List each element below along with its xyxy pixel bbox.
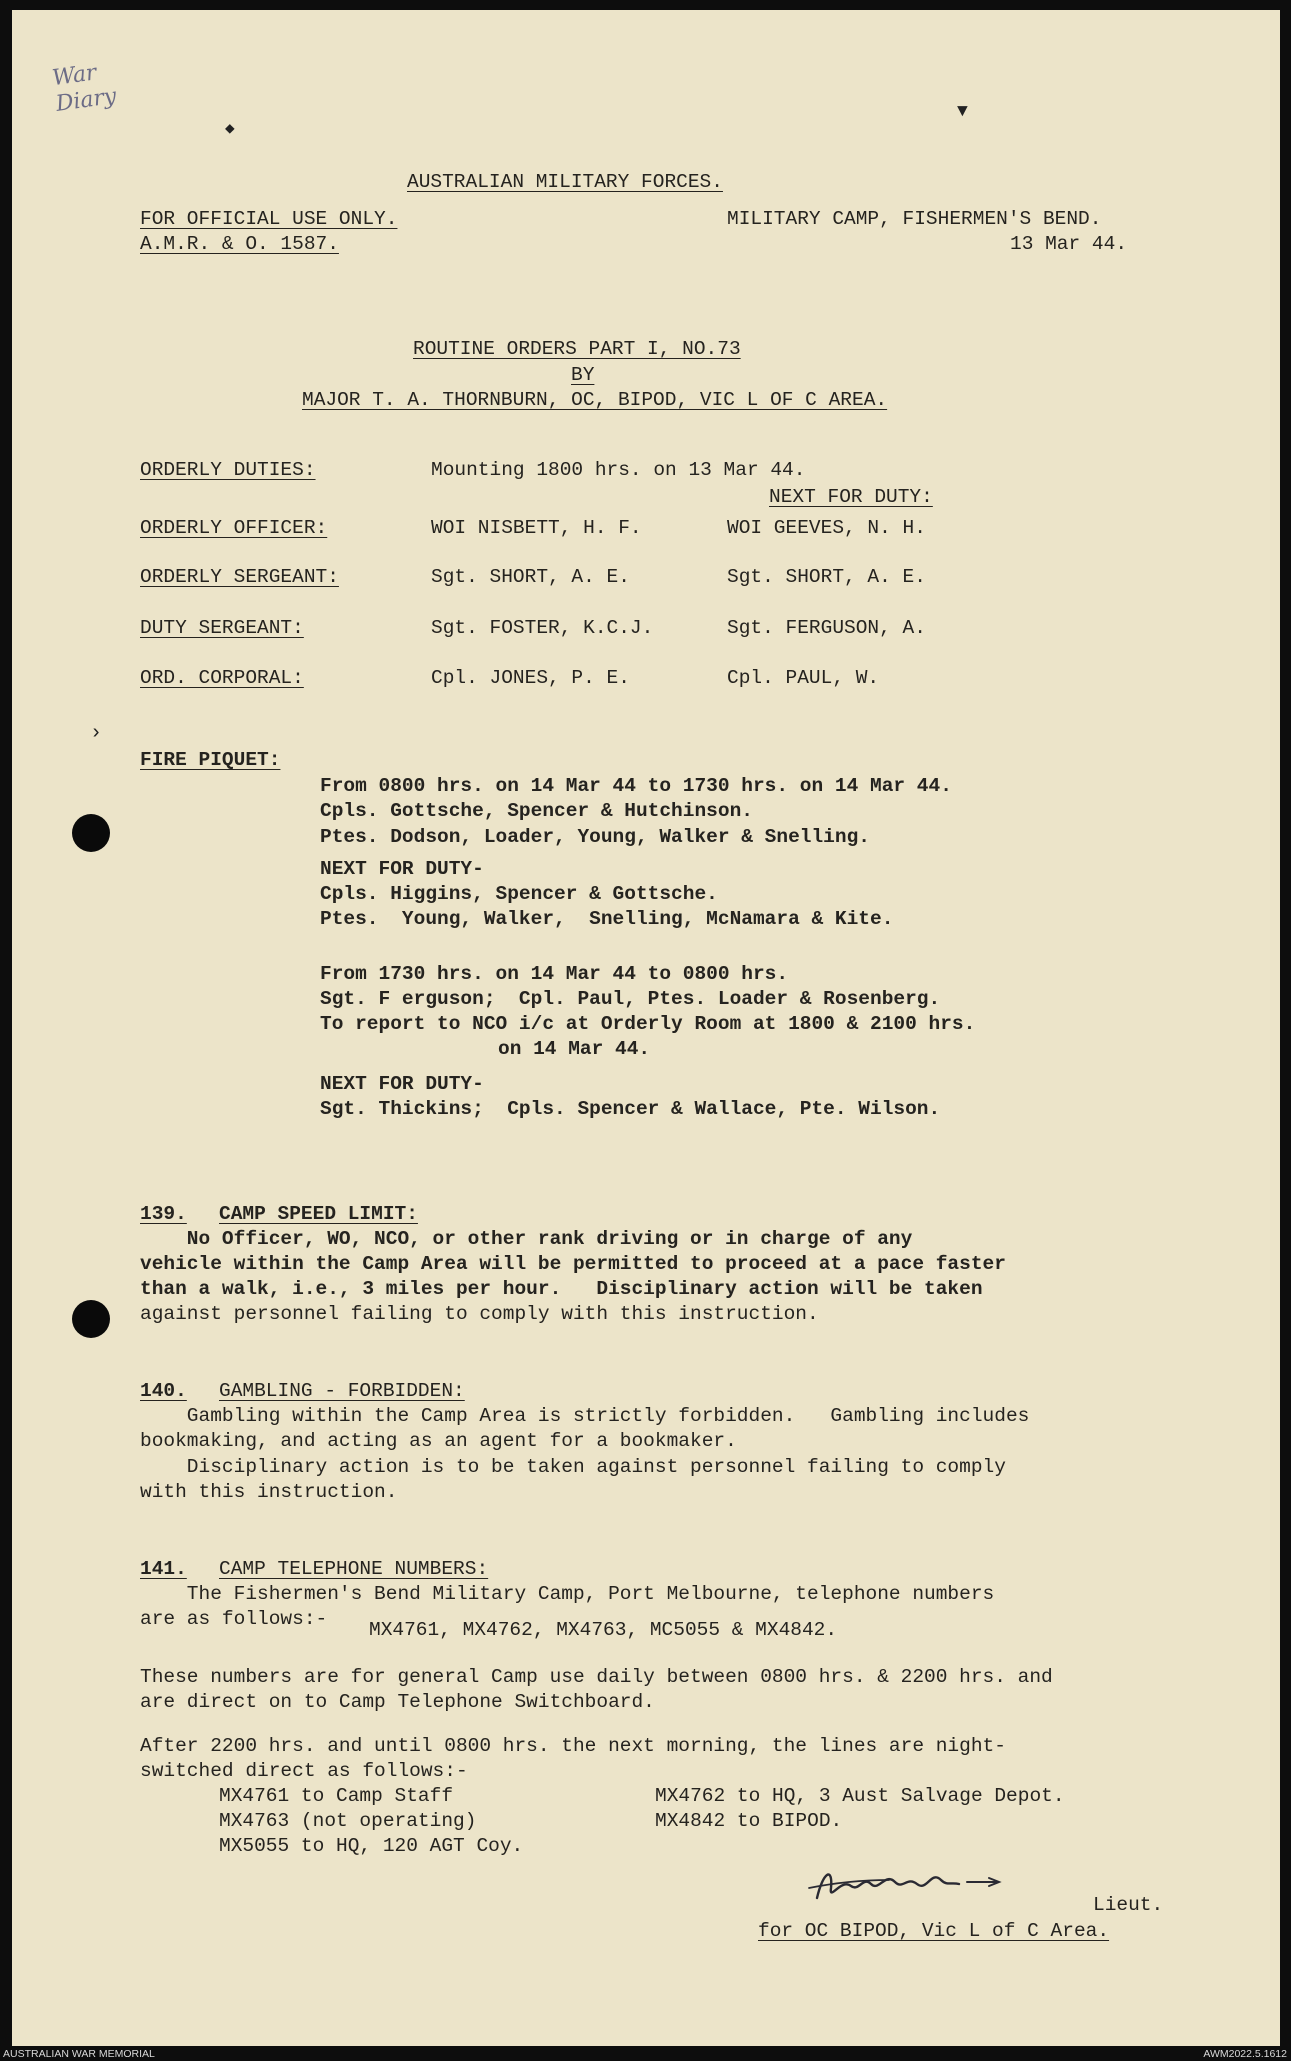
telephone-numbers: MX4761, MX4762, MX4763, MC5055 & MX4842. xyxy=(369,1619,838,1641)
fire-piquet-night-personnel: Sgt. F erguson; Cpl. Paul, Ptes. Loader & Rosenberg. xyxy=(320,988,941,1010)
document-page xyxy=(12,10,1280,2046)
fire-piquet-next2-personnel: Sgt. Thickins; Cpls. Spencer & Wallace, Pte. Wilson. xyxy=(320,1098,941,1120)
fire-piquet-next-label: NEXT FOR DUTY- xyxy=(320,858,484,880)
order-line: are direct on to Camp Telephone Switchboard. xyxy=(140,1691,655,1713)
duty-current: Cpl. JONES, P. E. xyxy=(431,667,630,689)
duty-next: Cpl. PAUL, W. xyxy=(727,667,880,689)
document-date: 13 Mar 44. xyxy=(1010,233,1128,255)
fire-piquet-night-report-date: on 14 Mar 44. xyxy=(498,1038,651,1060)
order-line: against personnel failing to comply with this instruction. xyxy=(140,1303,819,1325)
order-line: than a walk, i.e., 3 miles per hour. Disciplinary action will be taken xyxy=(140,1278,983,1300)
duty-next: WOI GEEVES, N. H. xyxy=(727,517,926,539)
duty-role: ORDERLY OFFICER: xyxy=(140,517,328,539)
fire-piquet-day-period: From 0800 hrs. on 14 Mar 44 to 1730 hrs. on 14 Mar 44. xyxy=(320,775,952,797)
fire-piquet-night-period: From 1730 hrs. on 14 Mar 44 to 0800 hrs. xyxy=(320,963,789,985)
punch-hole xyxy=(72,1300,110,1338)
signature-rank: Lieut. xyxy=(1093,1894,1164,1916)
duty-next: Sgt. SHORT, A. E. xyxy=(727,566,926,588)
footer-source: AUSTRALIAN WAR MEMORIAL xyxy=(3,2048,155,2060)
orders-title: ROUTINE ORDERS PART I, NO.73 xyxy=(413,338,741,360)
punch-mark: ◆ xyxy=(225,120,235,138)
duty-next: Sgt. FERGUSON, A. xyxy=(727,617,926,639)
fire-piquet-night-report: To report to NCO i/c at Orderly Room at 1800 & 2100 hrs. xyxy=(320,1013,976,1035)
orders-by: BY xyxy=(571,364,595,386)
punch-hole xyxy=(72,814,110,852)
fire-piquet-day-cpls: Cpls. Gottsche, Spencer & Hutchinson. xyxy=(320,800,753,822)
routing-item: MX4842 to BIPOD. xyxy=(655,1810,843,1832)
order-line: with this instruction. xyxy=(140,1481,398,1503)
routing-item: MX5055 to HQ, 120 AGT Coy. xyxy=(219,1835,524,1857)
order-line: vehicle within the Camp Area will be permitted to proceed at a pace faster xyxy=(140,1253,1006,1275)
order-number: 140. xyxy=(140,1380,187,1402)
order-line: bookmaking, and acting as an agent for a bookmaker. xyxy=(140,1430,737,1452)
duty-role: ORDERLY SERGEANT: xyxy=(140,566,339,588)
mounting-time: Mounting 1800 hrs. on 13 Mar 44. xyxy=(431,459,806,481)
punch-mark: ▼ xyxy=(957,102,968,122)
order-line: After 2200 hrs. and until 0800 hrs. the next morning, the lines are night- xyxy=(140,1735,1006,1757)
order-line: Disciplinary action is to be taken against personnel failing to comply xyxy=(140,1456,1006,1478)
order-heading: CAMP SPEED LIMIT: xyxy=(219,1203,418,1225)
order-line: are as follows:- xyxy=(140,1608,328,1630)
routing-item: MX4761 to Camp Staff xyxy=(219,1785,454,1807)
handwritten-signature xyxy=(799,1858,1049,1913)
punch-mark: › xyxy=(90,722,103,745)
official-use-label: FOR OFFICIAL USE ONLY. xyxy=(140,208,398,230)
camp-location: MILITARY CAMP, FISHERMEN'S BEND. xyxy=(727,208,1102,230)
next-for-duty-label: NEXT FOR DUTY: xyxy=(769,486,933,508)
fire-piquet-next2-label: NEXT FOR DUTY- xyxy=(320,1073,484,1095)
order-line: switched direct as follows:- xyxy=(140,1760,468,1782)
order-line: Gambling within the Camp Area is strictly forbidden. Gambling includes xyxy=(140,1405,1030,1427)
document-title: AUSTRALIAN MILITARY FORCES. xyxy=(407,171,723,193)
duty-current: WOI NISBETT, H. F. xyxy=(431,517,642,539)
order-heading: GAMBLING - FORBIDDEN: xyxy=(219,1380,465,1402)
order-line: These numbers are for general Camp use daily between 0800 hrs. & 2200 hrs. and xyxy=(140,1666,1053,1688)
handwritten-annotation: War Diary xyxy=(50,60,118,117)
regulation-ref: A.M.R. & O. 1587. xyxy=(140,233,339,255)
orders-authority: MAJOR T. A. THORNBURN, OC, BIPOD, VIC L OF C AREA. xyxy=(302,389,888,411)
duty-current: Sgt. SHORT, A. E. xyxy=(431,566,630,588)
duty-role: DUTY SERGEANT: xyxy=(140,617,304,639)
routing-item: MX4763 (not operating) xyxy=(219,1810,477,1832)
fire-piquet-heading: FIRE PIQUET: xyxy=(140,749,281,771)
order-number: 139. xyxy=(140,1203,187,1225)
fire-piquet-day-ptes: Ptes. Dodson, Loader, Young, Walker & Snelling. xyxy=(320,826,870,848)
duties-header: ORDERLY DUTIES: xyxy=(140,459,316,481)
routing-item: MX4762 to HQ, 3 Aust Salvage Depot. xyxy=(655,1785,1065,1807)
duty-role: ORD. CORPORAL: xyxy=(140,667,304,689)
signature-for-line: for OC BIPOD, Vic L of C Area. xyxy=(758,1920,1110,1942)
fire-piquet-next-ptes: Ptes. Young, Walker, Snelling, McNamara & Kite. xyxy=(320,908,894,930)
order-number: 141. xyxy=(140,1558,187,1580)
footer-reference: AWM2022.5.1612 xyxy=(1203,2048,1287,2060)
order-heading: CAMP TELEPHONE NUMBERS: xyxy=(219,1558,489,1580)
order-line: The Fishermen's Bend Military Camp, Port Melbourne, telephone numbers xyxy=(140,1583,995,1605)
fire-piquet-next-cpls: Cpls. Higgins, Spencer & Gottsche. xyxy=(320,883,718,905)
duty-current: Sgt. FOSTER, K.C.J. xyxy=(431,617,654,639)
order-line: No Officer, WO, NCO, or other rank driving or in charge of any xyxy=(140,1228,913,1250)
